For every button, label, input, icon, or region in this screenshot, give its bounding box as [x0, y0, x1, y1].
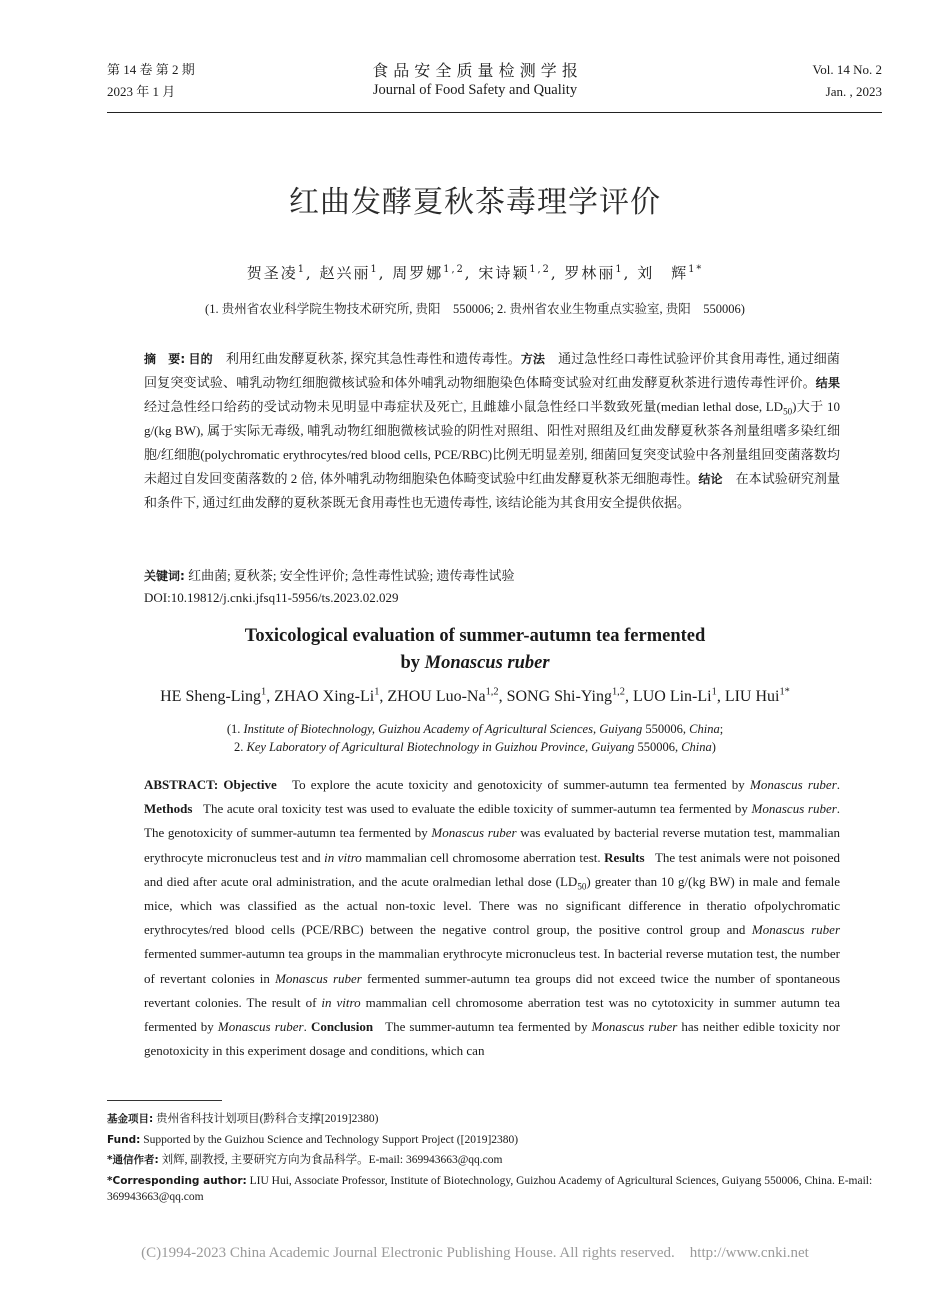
- author-en: LUO Lin-Li: [632, 688, 712, 705]
- affiliation-en-line2: 2. Key Laboratory of Agricultural Biotechnology in Guizhou Province, Guiyang 550006, China): [234, 740, 716, 754]
- volume-en: Vol. 14 No. 2: [812, 62, 882, 77]
- author-cn: 周罗娜: [392, 264, 444, 282]
- doi: DOI:10.19812/j.cnki.jfsq11-5956/ts.2023.02.029: [144, 590, 399, 605]
- footnote-separator: [107, 1100, 222, 1101]
- author-cn: 宋诗颖: [478, 264, 530, 282]
- corresponding-en: *Corresponding author: LIU Hui, Associate Professor, Institute of Biotechnology, Guizhou Academy of Agricultural Sciences, Guiyang 550006, China. E-mail: 369943663@qq.com: [107, 1175, 873, 1203]
- journal-name-en: Journal of Food Safety and Quality: [372, 82, 578, 98]
- affiliation-en-line1: (1. Institute of Biotechnology, Guizhou Academy of Agricultural Sciences, Guiyang 550006, China;: [226, 722, 724, 736]
- keywords-cn: 关键词: 红曲菌; 夏秋茶; 安全性评价; 急性毒性试验; 遗传毒性试验: [144, 568, 515, 583]
- date-en: Jan. , 2023: [825, 84, 882, 99]
- corresponding-cn: *通信作者: 刘辉, 副教授, 主要研究方向为食品科学。E-mail: 369943663@qq.com: [107, 1154, 503, 1166]
- header-rule: [107, 112, 882, 113]
- authors-en: HE Sheng-Ling$^1$, ZHAO Xing-Li$^1$, ZHOU Luo-Na$^{1,2}$, SONG Shi-Ying$^{1,2}$, LUO Lin-Li$^1$, LIU Hui$^{1*}$: [160, 686, 790, 705]
- page-title-cn: 红曲发酵夏秋茶毒理学评价: [289, 185, 661, 220]
- author-cn: 刘 辉: [637, 264, 689, 282]
- author-cn: 赵兴丽: [319, 264, 371, 282]
- page-title-en: Toxicological evaluation of summer-autumn tea fermented by Monascus ruber: [244, 626, 706, 673]
- abstract-en: ABSTRACT: Objective To explore the acute toxicity and genotoxicity of summer-autumn tea fermented by Monascus ruber. Methods The acute oral toxicity test was used to evaluate the edible toxicity of summer-autumn tea fermented by Monascus ruber. The genotoxicity of summer-autumn tea fermented by Monascus ruber was evaluated by bacterial reverse mutation test, mammalian erythrocyte micronucleus test and in vitro mammalian cell chromosome aberration test. Results The test animals were not poisoned and died after acute oral administration, and the acute oralmedian lethal dose $(LD_{50})$ greater than 10 g/(kg BW) in male and female mice, which was classified as the actual non-toxic level. There was no significant difference in theratio ofpolychromatic erythrocytes/red blood cells (PCE/RBC) between the negative control group, the positive control group and Monascus ruber fermented summer-autumn tea groups in the mammalian erythrocyte micronucleus test. In bacterial reverse mutation test, the number of revertant colonies in Monascus ruber fermented summer-autumn tea groups did not exceed twice the number of spontaneous revertant colonies. The result of in vitro mammalian cell chromosome aberration test was no cytotoxicity in summer autumn tea fermented by Monascus ruber. Conclusion The summer-autumn tea fermented by Monascus ruber has neither edible toxicity nor genotoxicity in this experiment dosage and conditions, which can: [144, 777, 841, 1059]
- author-cn: 贺圣凌: [246, 264, 298, 282]
- author-en: SONG Shi-Ying: [506, 688, 612, 705]
- date-cn: 2023 年 1 月: [107, 84, 176, 99]
- author-en: ZHAO Xing-Li: [274, 688, 375, 705]
- copyright-notice: (C)1994-2023 China Academic Journal Electronic Publishing House. All rights reserved. http://www.cnki.net: [141, 1245, 809, 1261]
- author-en: HE Sheng-Ling: [160, 688, 261, 705]
- affiliation-cn: (1. 贵州省农业科学院生物技术研究所, 贵阳 550006; 2. 贵州省农业生物重点实验室, 贵阳 550006): [205, 302, 745, 316]
- author-en: ZHOU Luo-Na: [387, 688, 486, 705]
- journal-name-cn: 食 品 安 全 质 量 检 测 学 报: [372, 61, 578, 80]
- fund-en: Fund: Supported by the Guizhou Science and Technology Support Project ([2019]2380): [107, 1134, 519, 1146]
- author-cn: 罗林丽: [564, 264, 616, 282]
- abstract-cn: 摘 要: 目的 利用红曲发酵夏秋茶, 探究其急性毒性和遗传毒性。方法 通过急性经口毒性试验评价其食用毒性, 通过细菌回复突变试验、哺乳动物红细胞微核试验和体外哺乳动物细胞染色体畸变试验对红曲发酵夏秋茶进行遗传毒性评价。结果 经过急性经口给药的受试动物未见明显中毒症状及死亡, 且雌雄小鼠急性经口半数致死量(median lethal dose, $LD_{50}$)大于 10 g/(kg BW), 属于实际无毒级, 哺乳动物红细胞微核试验的阴性对照组、阳性对照组及红曲发酵夏秋茶各剂量组嗜多染红细胞/红细胞(polychromatic erythrocytes/red blood cells, PCE/RBC)比例无明显差别, 细菌回复突变试验中各剂量组回变菌落数均未超过自发回变菌落数的 2 倍, 体外哺乳动物细胞染色体畸变试验中红曲发酵夏秋茶无细胞毒性。结论 在本试验研究剂量和条件下, 通过红曲发酵的夏秋茶既无食用毒性也无遗传毒性, 该结论能为其食用安全提供依据。: [144, 351, 840, 510]
- authors-cn: 贺圣凌$^1$, 赵兴丽$^1$, 周罗娜$^{1,2}$, 宋诗颖$^{1,2}$, 罗林丽$^1$, 刘 辉$^{1*}$: [246, 264, 704, 282]
- fund-cn: 基金项目: 贵州省科技计划项目(黔科合支撑[2019]2380): [107, 1113, 379, 1125]
- volume-cn: 第 14 卷 第 2 期: [107, 62, 195, 77]
- author-en: LIU Hui: [724, 688, 780, 705]
